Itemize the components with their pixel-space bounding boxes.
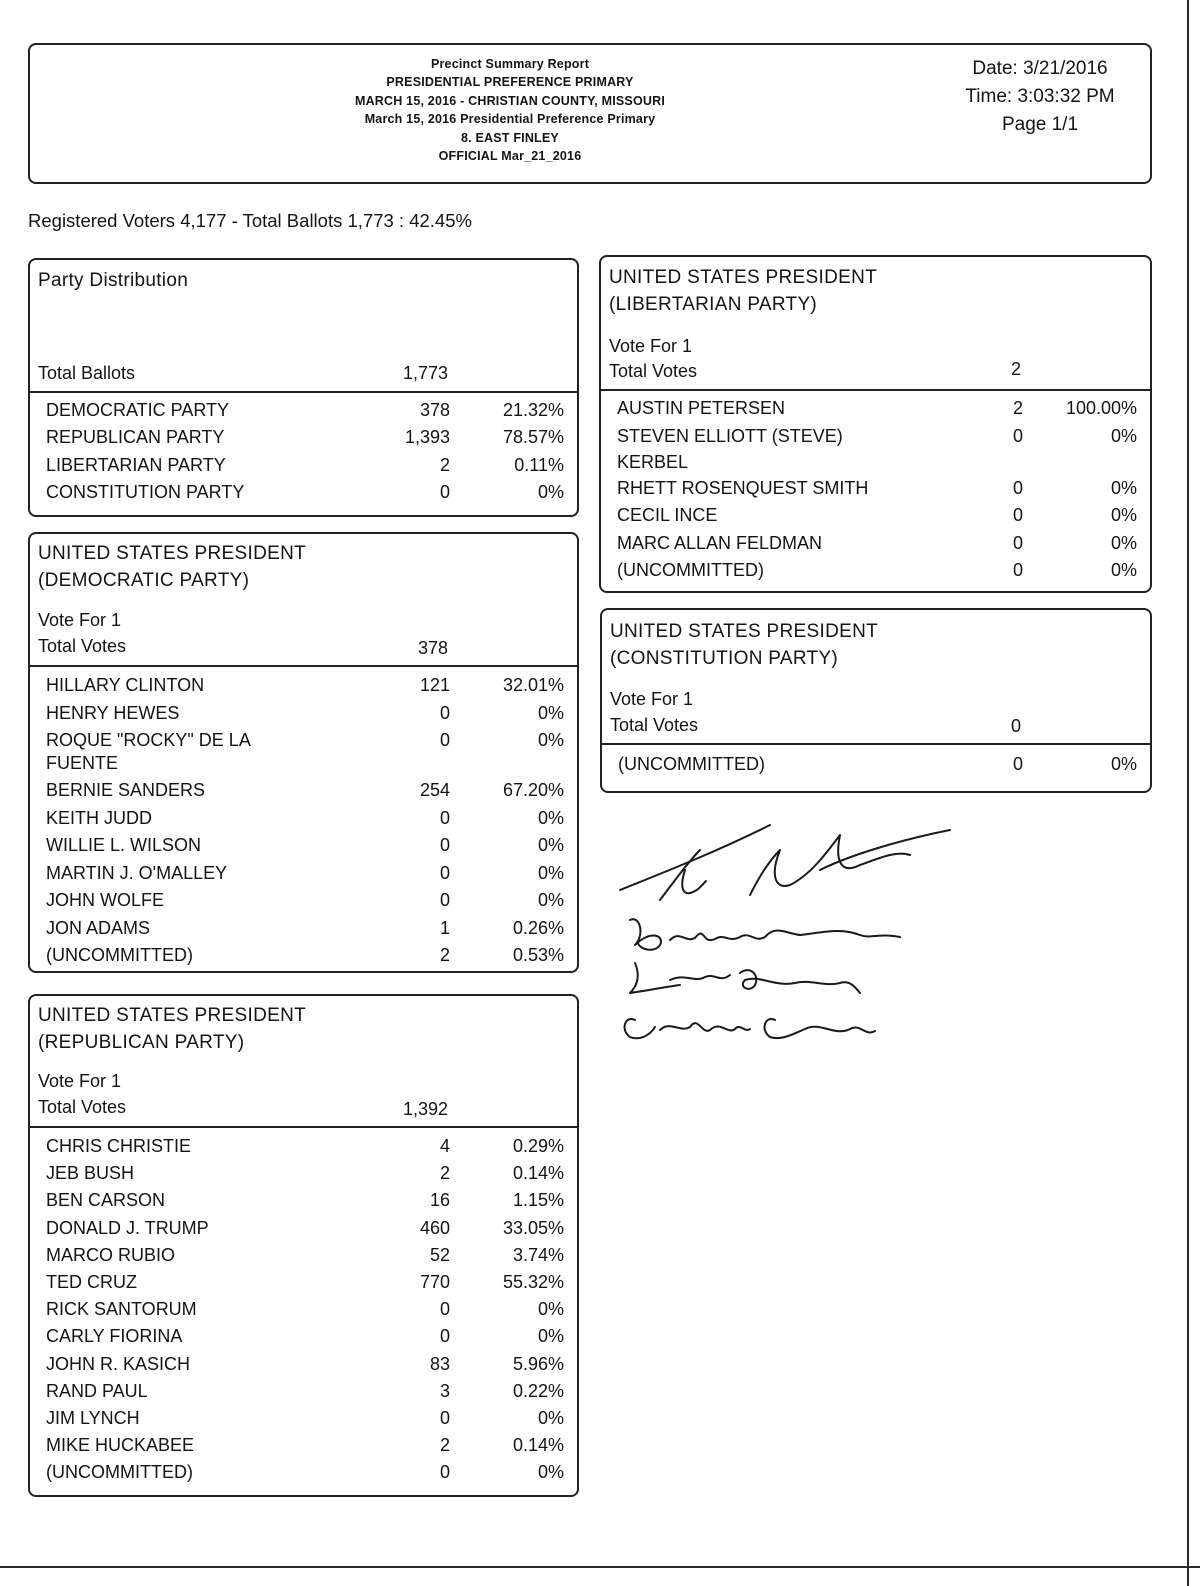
- candidate-percent: 0.29%: [512, 1136, 564, 1156]
- table-row: [601, 398, 1150, 426]
- candidate-percent: 55.32%: [502, 1271, 564, 1292]
- candidate-name: JON ADAMS: [46, 917, 151, 938]
- official-status: OFFICIAL Mar_21_2016: [438, 149, 582, 164]
- table-row: [30, 1435, 577, 1462]
- candidate-percent: 0%: [1110, 425, 1137, 446]
- table-row: [601, 560, 1150, 588]
- table-row: [601, 533, 1150, 561]
- contest-party: (REPUBLICAN PARTY): [38, 1032, 245, 1053]
- divider: [602, 743, 1150, 745]
- candidate-votes: 770: [419, 1271, 450, 1292]
- candidate-percent: 33.05%: [502, 1217, 564, 1238]
- table-row: [30, 1381, 577, 1408]
- candidate-votes: 0: [439, 1299, 450, 1320]
- candidate-name: JIM LYNCH: [46, 1407, 140, 1428]
- divider: [30, 1126, 577, 1128]
- divider: [30, 391, 577, 393]
- candidate-percent: 32.01%: [502, 675, 564, 695]
- election-description: March 15, 2016 Presidential Preference Primary: [364, 112, 656, 127]
- table-row: [30, 1354, 577, 1381]
- candidate-percent: 0.14%: [512, 1435, 564, 1456]
- constitution-contest-box: [600, 608, 1152, 793]
- candidate-votes: 0: [439, 730, 450, 750]
- candidate-percent: 1.15%: [512, 1190, 564, 1211]
- table-row: [30, 427, 577, 454]
- candidate-name: JOHN WOLFE: [46, 890, 165, 910]
- candidate-name: MARTIN J. O'MALLEY: [46, 862, 228, 883]
- candidate-percent: 0%: [537, 1462, 564, 1483]
- vote-for-label: Vote For 1: [609, 336, 693, 356]
- candidate-name: (UNCOMMITTED): [46, 945, 193, 965]
- candidate-votes: 0: [1012, 560, 1023, 580]
- total-votes-value: 378: [417, 638, 448, 658]
- table-row: [602, 754, 1150, 782]
- table-row: [30, 780, 577, 808]
- party-name: LIBERTARIAN PARTY: [46, 454, 226, 475]
- candidate-votes: 52: [429, 1244, 450, 1265]
- signature: [620, 825, 950, 900]
- vote-for-label: Vote For 1: [610, 689, 694, 709]
- candidate-name: MARCO RUBIO: [46, 1244, 176, 1265]
- total-votes-label: Total Votes: [38, 1097, 127, 1117]
- candidate-name-continued: FUENTE: [46, 753, 118, 773]
- candidate-name-continued: KERBEL: [617, 451, 689, 472]
- table-row: [30, 1218, 577, 1245]
- candidate-name: CHRIS CHRISTIE: [46, 1136, 192, 1156]
- candidate-name: MARC ALLAN FELDMAN: [617, 532, 823, 553]
- page-edge: [1187, 0, 1189, 1586]
- candidate-votes: 0: [1012, 505, 1023, 525]
- candidate-votes: 0: [439, 835, 450, 855]
- candidate-votes: 0: [439, 702, 450, 723]
- table-row: [30, 1326, 577, 1353]
- party-votes: 2: [439, 454, 450, 475]
- contest-party: (LIBERTARIAN PARTY): [609, 294, 818, 315]
- table-row: [30, 482, 577, 509]
- table-row: [30, 1163, 577, 1190]
- candidate-name: JOHN R. KASICH: [46, 1353, 191, 1374]
- candidate-name: RICK SANTORUM: [46, 1299, 197, 1320]
- candidate-percent: 0%: [537, 1326, 564, 1347]
- candidate-votes: 83: [429, 1353, 450, 1374]
- table-row: [30, 890, 577, 918]
- candidate-percent: 0%: [537, 1299, 564, 1320]
- table-row: [30, 1462, 577, 1489]
- party-votes: 1,393: [404, 427, 450, 448]
- candidate-votes: 1: [439, 917, 450, 938]
- total-votes-label: Total Votes: [38, 636, 127, 656]
- report-title: Precinct Summary Report: [430, 57, 590, 71]
- candidate-votes: 0: [439, 1407, 450, 1428]
- candidate-rows: [602, 754, 1150, 782]
- total-votes-value: 2: [1010, 359, 1021, 379]
- signature: [630, 919, 900, 950]
- party-votes: 0: [439, 481, 450, 502]
- candidate-votes: 0: [1012, 425, 1023, 446]
- candidate-percent: 0%: [537, 835, 564, 855]
- table-row: [30, 675, 577, 703]
- candidate-name: CARLY FIORINA: [46, 1326, 183, 1347]
- candidate-votes: 0: [439, 862, 450, 883]
- table-row: [30, 703, 577, 731]
- candidate-percent: 0.14%: [512, 1163, 564, 1184]
- candidate-percent: 0%: [1110, 560, 1137, 580]
- candidate-percent: 0%: [1110, 532, 1137, 553]
- candidate-name: DONALD J. TRUMP: [46, 1217, 209, 1238]
- candidate-percent: 67.20%: [502, 780, 564, 800]
- party-name: CONSTITUTION PARTY: [46, 481, 245, 502]
- candidate-votes: 2: [439, 1163, 450, 1184]
- candidate-name: HENRY HEWES: [46, 702, 180, 723]
- table-row: [30, 808, 577, 836]
- party-votes: 378: [419, 400, 450, 420]
- candidate-percent: 0.53%: [512, 945, 564, 965]
- candidate-name: (UNCOMMITTED): [618, 754, 765, 774]
- candidate-percent: 0.26%: [512, 917, 564, 938]
- contest-party: (DEMOCRATIC PARTY): [38, 570, 250, 591]
- candidate-name: RHETT ROSENQUEST SMITH: [617, 477, 869, 498]
- candidate-percent: 0%: [537, 890, 564, 910]
- party-percent: 78.57%: [502, 427, 564, 448]
- party-rows: [30, 400, 577, 509]
- contest-party: (CONSTITUTION PARTY): [610, 648, 839, 669]
- party-name: REPUBLICAN PARTY: [46, 427, 225, 448]
- candidate-name: CECIL INCE: [617, 505, 718, 525]
- divider: [30, 665, 577, 667]
- party-distribution-box: [28, 258, 579, 517]
- candidate-percent: 3.74%: [512, 1244, 564, 1265]
- candidate-rows: [30, 675, 577, 973]
- report-header: [28, 43, 1152, 184]
- party-percent: 0%: [537, 481, 564, 502]
- candidate-percent: 5.96%: [512, 1353, 564, 1374]
- signatures: [610, 815, 970, 1065]
- table-row: [30, 945, 577, 973]
- party-percent: 21.32%: [502, 400, 564, 420]
- candidate-votes: 0: [439, 807, 450, 828]
- table-row: [601, 505, 1150, 533]
- table-row: [30, 1245, 577, 1272]
- candidate-votes: 254: [419, 780, 450, 800]
- candidate-percent: 0%: [537, 730, 564, 750]
- candidate-name: ROQUE "ROCKY" DE LA: [46, 730, 251, 750]
- candidate-rows: [30, 1136, 577, 1489]
- candidate-percent: 0.22%: [512, 1380, 564, 1401]
- report-meta: [940, 55, 1140, 139]
- republican-contest-box: [28, 994, 579, 1497]
- candidate-name: TED CRUZ: [46, 1271, 137, 1292]
- contest-title: UNITED STATES PRESIDENT: [38, 1005, 307, 1026]
- table-row: [30, 1408, 577, 1435]
- report-date: Date: 3/21/2016: [972, 58, 1108, 79]
- candidate-votes: 0: [439, 1326, 450, 1347]
- libertarian-contest-box: [599, 255, 1152, 593]
- table-row: [601, 426, 1150, 478]
- report-time: Time: 3:03:32 PM: [965, 86, 1115, 107]
- table-row: [30, 835, 577, 863]
- total-votes-value: 0: [1010, 716, 1021, 736]
- candidate-votes: 2: [439, 1435, 450, 1456]
- candidate-name: (UNCOMMITTED): [617, 560, 764, 580]
- total-ballots-value: 1,773: [402, 363, 448, 383]
- report-title-block: [300, 55, 720, 165]
- divider: [601, 389, 1150, 391]
- candidate-name: AUSTIN PETERSEN: [617, 398, 786, 418]
- total-votes-label: Total Votes: [610, 715, 699, 735]
- table-row: [30, 918, 577, 946]
- page-number: Page 1/1: [1001, 114, 1079, 135]
- candidate-votes: 460: [419, 1217, 450, 1238]
- signature: [625, 1019, 875, 1038]
- party-name: DEMOCRATIC PARTY: [46, 400, 230, 420]
- table-row: [30, 400, 577, 427]
- party-distribution-title: Party Distribution: [38, 270, 189, 291]
- election-name: PRESIDENTIAL PREFERENCE PRIMARY: [386, 75, 634, 90]
- table-row: [30, 1299, 577, 1326]
- democratic-contest-box: [28, 532, 579, 973]
- total-ballots-label: Total Ballots: [38, 363, 136, 383]
- table-row: [30, 730, 577, 780]
- candidate-percent: 0%: [537, 1407, 564, 1428]
- candidate-votes: 2: [1012, 398, 1023, 418]
- candidate-name: HILLARY CLINTON: [46, 675, 205, 695]
- candidate-percent: 0%: [537, 702, 564, 723]
- candidate-votes: 0: [1012, 477, 1023, 498]
- election-date-county: MARCH 15, 2016 - CHRISTIAN COUNTY, MISSOURI: [354, 93, 666, 108]
- candidate-percent: 100.00%: [1065, 398, 1137, 418]
- candidate-percent: 0%: [1110, 505, 1137, 525]
- candidate-name: MIKE HUCKABEE: [46, 1435, 195, 1456]
- vote-for-label: Vote For 1: [38, 610, 122, 630]
- total-votes-label: Total Votes: [609, 361, 698, 381]
- signature: [630, 963, 860, 993]
- contest-title: UNITED STATES PRESIDENT: [609, 267, 878, 288]
- contest-title: UNITED STATES PRESIDENT: [610, 621, 879, 642]
- registered-voters-summary: Registered Voters 4,177 - Total Ballots 1,773 : 42.45%: [28, 210, 472, 231]
- total-votes-value: 1,392: [402, 1099, 448, 1119]
- table-row: [30, 1272, 577, 1299]
- candidate-name: (UNCOMMITTED): [46, 1462, 193, 1483]
- candidate-votes: 0: [439, 890, 450, 910]
- candidate-percent: 0%: [537, 807, 564, 828]
- candidate-votes: 3: [439, 1380, 450, 1401]
- candidate-name: BERNIE SANDERS: [46, 780, 206, 800]
- table-row: [30, 1136, 577, 1163]
- candidate-votes: 4: [439, 1136, 450, 1156]
- candidate-votes: 121: [419, 675, 450, 695]
- precinct-name: 8. EAST FINLEY: [461, 130, 559, 145]
- candidate-percent: 0%: [1110, 477, 1137, 498]
- vote-for-label: Vote For 1: [38, 1071, 122, 1091]
- table-row: [601, 478, 1150, 506]
- candidate-votes: 16: [429, 1190, 450, 1211]
- candidate-name: RAND PAUL: [46, 1380, 148, 1401]
- table-row: [30, 1190, 577, 1217]
- page-edge: [0, 1566, 1200, 1568]
- candidate-percent: 0%: [537, 862, 564, 883]
- candidate-rows: [601, 398, 1150, 588]
- candidate-votes: 0: [1012, 754, 1023, 774]
- candidate-name: WILLIE L. WILSON: [46, 835, 202, 855]
- candidate-percent: 0%: [1110, 754, 1137, 774]
- party-percent: 0.11%: [514, 454, 564, 475]
- candidate-votes: 0: [439, 1462, 450, 1483]
- candidate-name: BEN CARSON: [46, 1190, 166, 1211]
- contest-title: UNITED STATES PRESIDENT: [38, 543, 307, 564]
- candidate-name: KEITH JUDD: [46, 807, 153, 828]
- candidate-votes: 2: [439, 945, 450, 965]
- candidate-votes: 0: [1012, 532, 1023, 553]
- table-row: [30, 863, 577, 891]
- candidate-name: STEVEN ELLIOTT (STEVE): [617, 425, 843, 446]
- candidate-name: JEB BUSH: [46, 1163, 135, 1184]
- table-row: [30, 455, 577, 482]
